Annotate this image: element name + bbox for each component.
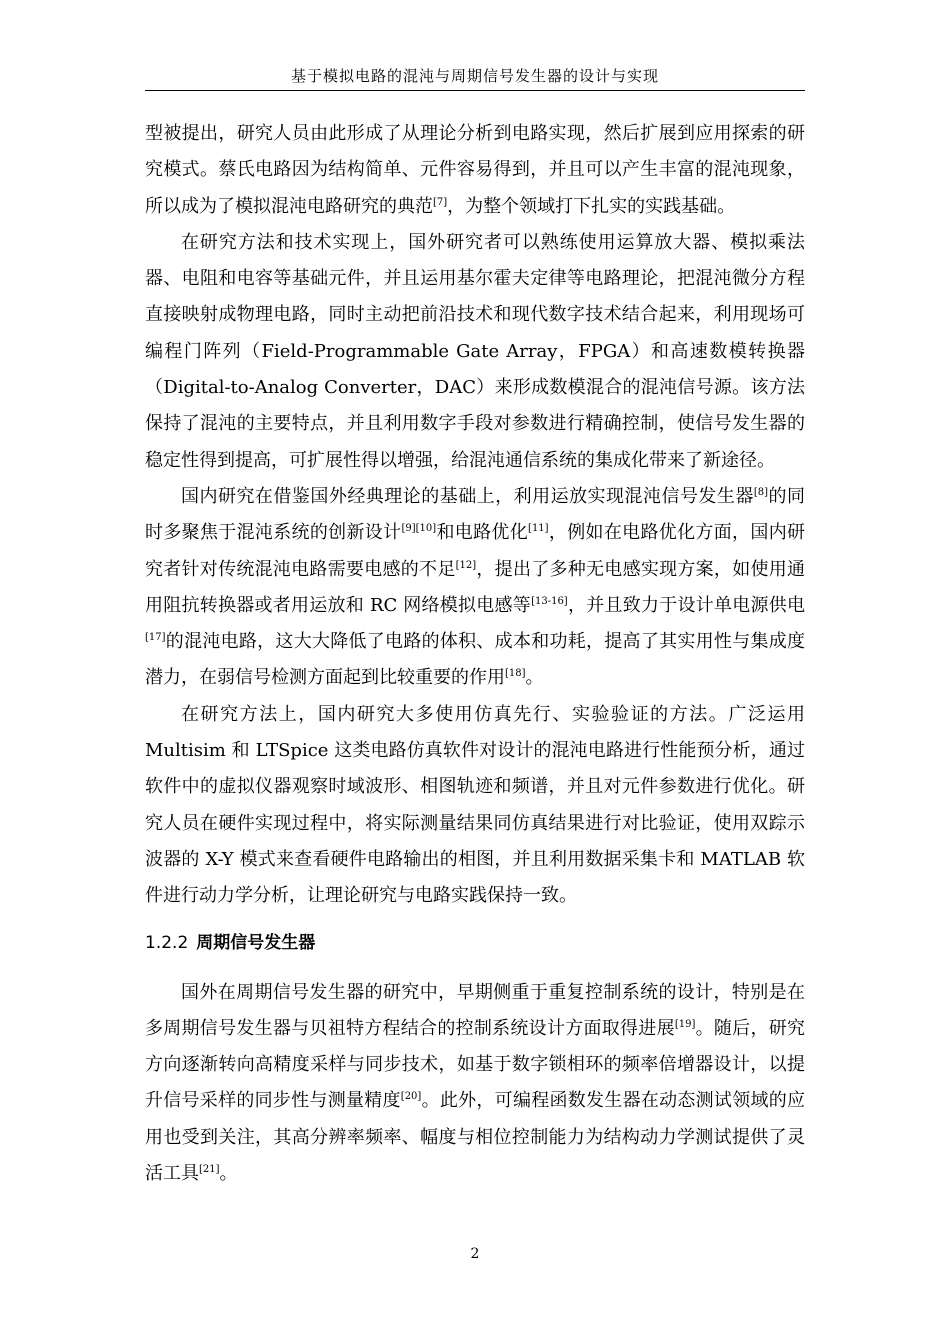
text-run: 。此外，可编程函数发生器在动态测试领域的应用也受到关注，其高分辨率频率、幅度与相位控制能力为结构动力学测试提供了灵活工具 [145, 1090, 806, 1185]
page-number: 2 [470, 1246, 480, 1262]
paragraph-3 [145, 479, 805, 697]
text-run: 型被提出，研究人员由此形成了从理论分析到电路实现，然后扩展到应用探索的研究模式。蔡氏电路因为结构简单、元件容易得到，并且可以产生丰富的混沌现象，所以成为了模拟混沌电路研究的典范 [145, 123, 805, 217]
section-title: 周期信号发生器 [196, 932, 316, 953]
citation: [21] [199, 1164, 220, 1176]
citation: [7] [433, 196, 448, 208]
citation: [11] [528, 523, 549, 535]
paragraph-4 [145, 697, 805, 915]
paragraph-1 [145, 116, 805, 225]
text-run: 在研究方法和技术实现上，国外研究者可以熟练使用运算放大器、模拟乘法器、电阻和电容等基础元件，并且运用基尔霍夫定律等电路理论，把混沌微分方程直接映射成物理电路，同时主动把前沿技术和现代数字技术结合起来，利用现场可编程门阵列（Field-Programmable Gate Array，FPGA）和高速数模转换器（Digital-to-Analog Converter，DAC）来形成数模混合的混沌信号源。该方法保持了混沌的主要特点，并且利用数字手段对参数进行精确控制，使信号发生器的稳定性得到提高，可扩展性得以增强，给混沌通信系统的集成化带来了新途径。 [145, 231, 805, 471]
text-run: 国外在周期信号发生器的研究中，早期侧重于重复控制系统的设计，特别是在多周期信号发生器与贝祖特方程结合的控制系统设计方面取得进展 [145, 981, 805, 1039]
running-header: 基于模拟电路的混沌与周期信号发生器的设计与实现 [290, 67, 659, 85]
citation: [17] [145, 632, 166, 644]
text-run: ，为整个领域打下扎实的实践基础。 [447, 195, 736, 217]
citation: [20] [400, 1091, 422, 1103]
header-rule [145, 90, 805, 91]
citation: [19] [674, 1018, 696, 1030]
text-run: 国内研究在借鉴国外经典理论的基础上，利用运放实现混沌信号发生器 [181, 485, 754, 507]
paragraph-2 [145, 225, 805, 479]
text-run: 的同时多聚焦于混沌系统的创新设计 [145, 485, 806, 544]
section-heading [145, 931, 805, 955]
text-run: 。随后，研究方向逐渐转向高精度采样与同步技术，如基于数字锁相环的频率倍增器设计，以提升信号采样的同步性与测量精度 [145, 1017, 805, 1112]
citation: [13-16] [531, 595, 568, 607]
citation: [9][10] [401, 523, 437, 535]
citation: [18] [505, 668, 526, 680]
text-run: 。 [219, 1163, 238, 1185]
paragraph-5 [145, 975, 805, 1193]
text-run: 的混沌电路，这大大降低了电路的体积、成本和功耗，提高了其实用性与集成度潜力，在弱信号检测方面起到比较重要的作用 [145, 631, 805, 689]
text-run: 和电路优化 [436, 522, 529, 544]
body-text [145, 116, 805, 1192]
text-run: 在研究方法上，国内研究大多使用仿真先行、实验验证的方法。广泛运用 Multisim 和 LTSpice 这类电路仿真软件对设计的混沌电路进行性能预分析，通过软件中的虚拟仪器观察时域波形、相图轨迹和频谱，并且对元件参数进行优化。研究人员在硬件实现过程中，将实际测量结果同仿真结果进行对比验证，使用双踪示波器的 X-Y 模式来查看硬件电路输出的相图，并且利用数据采集卡和 MATLAB 软件进行动力学分析，让理论研究与电路实践保持一致。 [145, 703, 805, 907]
text-run: 。 [525, 667, 544, 689]
text-run: ，提出了多种无电感实现方案，如使用通用阻抗转换器或者用运放和 RC 网络模拟电感等 [145, 558, 806, 616]
citation: [8] [753, 486, 769, 498]
section-number: 1.2.2 [145, 932, 189, 953]
text-run: ，例如在电路优化方面，国内研究者针对传统混沌电路需要电感的不足 [145, 522, 806, 580]
text-run: ，并且致力于设计单电源供电 [567, 594, 805, 616]
citation: [12] [455, 559, 477, 571]
